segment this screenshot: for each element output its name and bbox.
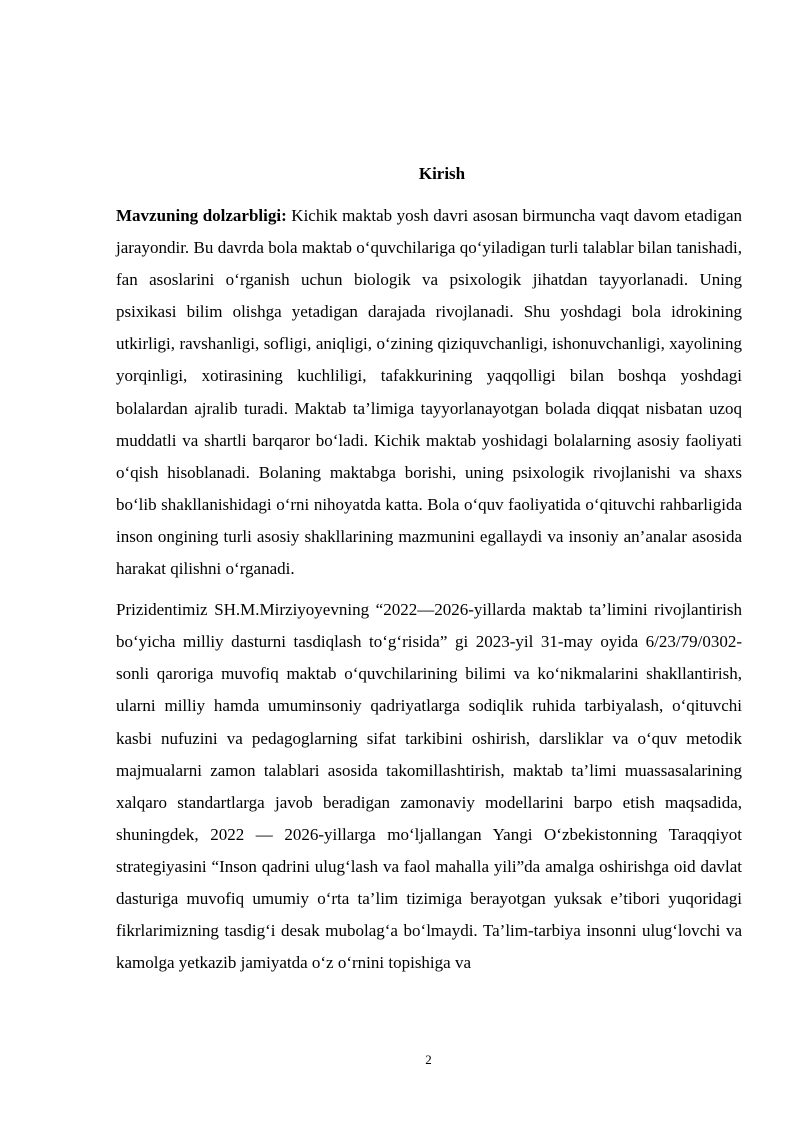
section-title: Kirish [418, 164, 466, 183]
paragraph-text: Prizidentimiz SH.M.Mirziyoyevning “2022—2026-yillarda maktab ta’limini rivojlantirish bo‘yicha milliy dasturni tasdiqlash to‘g‘risida” gi 2023-yil 31-may oyida 6/23/79/0302-sonli qaroriga muvofiq maktab o‘quvchilarining bilimi va ko‘nikmalarini shakllantirish, ularni milliy hamda umuminsoniy qadriyatlarga sodiqlik ruhida tarbiyalash, o‘qituvchi kasbi nufuzini va pedagoglarning sifat tarkibini oshirish, darsliklar va o‘quv metodik majmualarni zamon talablari asosida takomillashtirish, maktab ta’limi muassasalarining xalqaro standartlarga javob beradigan zamonaviy modellarini barpo etish maqsadida, shuningdek, 2022 — 2026-yillarga mo‘ljallangan Yangi O‘zbekistonning Taraqqiyot strategiyasini “Inson qadrini ulug‘lash va faol mahalla yili”da amalga oshirishga oid davlat dasturiga muvofiq umumiy o‘rta ta’lim tizimiga berayotgan yuksak e’tibori yuqoridagi fikrlarimizning tasdig‘i desak mubolag‘a bo‘lmaydi. Ta’lim-tarbiya insonni ulug‘lovchi va kamolga yetkazib jamiyatda o‘z o‘rnini topishiga va [116, 600, 742, 973]
paragraph-president-decree [116, 594, 742, 979]
paragraph-relevance [116, 200, 742, 585]
paragraph-text: Kichik maktab yosh davri asosan birmuncha vaqt davom etadigan jarayondir. Bu davrda bola maktab o‘quvchilariga qo‘yiladigan turli talablar bilan tanishadi, fan asoslarini o‘rganish uchun biologik va psixologik jihatdan tayyorlanadi. Uning psixikasi bilim olishga yetadigan darajada rivojlanadi. Shu yoshdagi bola idrokining utkirligi, ravshanligi, sofligi, aniqligi, o‘zining qiziquvchanligi, ishonuvchanligi, xayolining yorqinligi, xotirasining kuchliligi, tafakkurining yaqqolligi bilan boshqa yoshdagi bolalardan ajralib turadi. Maktab ta’limiga tayyorlanayotgan bolada diqqat nisbatan uzoq muddatli va shartli barqaror bo‘ladi. Kichik maktab yoshidagi bolalarning asosiy faoliyati o‘qish hisoblanadi. Bolaning maktabga borishi, uning psixologik rivojlanishi va shaxs bo‘lib shakllanishidagi o‘rni nihoyatda katta. Bola o‘quv faoliyatida o‘qituvchi rahbarligida inson ongining turli asosiy shakllarining mazmunini egallaydi va insoniy an’analar asosida harakat qilishni o‘rganadi. [116, 206, 742, 579]
document-page [116, 160, 742, 979]
paragraph-lead: Mavzuning dolzarbligi: [116, 206, 287, 225]
page-number: 2 [425, 1052, 432, 1067]
